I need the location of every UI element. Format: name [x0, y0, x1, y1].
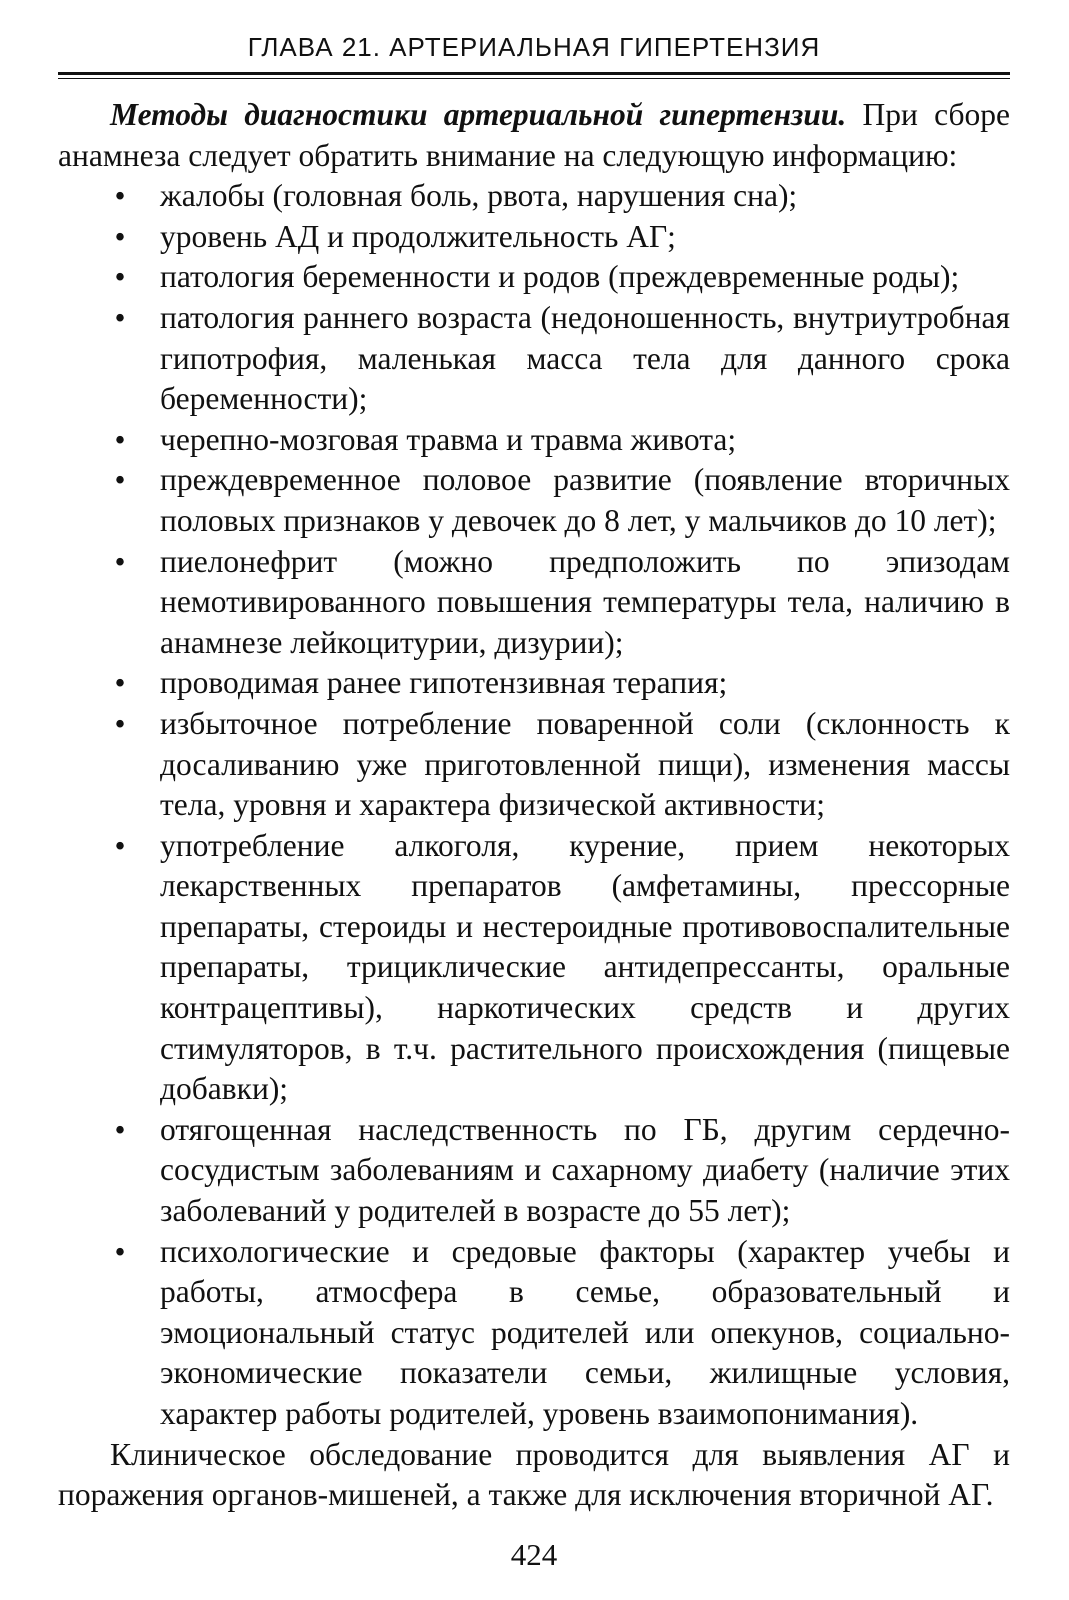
list-item-text: употребление алкоголя, курение, прием некоторых лекарственных препаратов (амфетамины, прессорные препараты, стероиды и нестероидные противовоспалительные препараты, трициклические антидепрессанты, оральные контрацептивы), наркотических средств и других стимуляторов, в т.ч. растительного происхождения (пищевые добавки);	[160, 827, 1010, 1107]
bullet-icon: •	[114, 543, 126, 579]
list-item	[58, 663, 1010, 704]
page-number: 424	[510, 1537, 558, 1572]
closing-paragraph: Клиническое обследование проводится для выявления АГ и поражения органов-мишеней, а также для исключения вторичной АГ.	[58, 1436, 1010, 1513]
list-item	[58, 1232, 1010, 1435]
bullet-icon: •	[114, 462, 126, 498]
intro-text: При сборе анамнеза следует обратить внимание на следующую информацию:	[58, 97, 1010, 173]
intro-paragraph	[58, 95, 1010, 176]
list-item-text: избыточное потребление поваренной соли (склонность к досаливанию уже приготовленной пищи), изменения массы тела, уровня и характера физической активности;	[160, 705, 1010, 823]
list-item-text: психологические и средовые факторы (характер учебы и работы, атмосфера в семье, образовательный и эмоциональный статус родителей или опекунов, социально-экономические показатели семьи, жилищные условия, характер работы родителей, уровень взаимопонимания).	[160, 1233, 1010, 1431]
bullet-icon: •	[114, 259, 126, 295]
bullet-icon: •	[114, 665, 126, 701]
book-page	[58, 30, 1010, 1580]
list-item-text: жалобы (головная боль, рвота, нарушения сна);	[160, 178, 798, 214]
bullet-icon: •	[114, 1111, 126, 1147]
bullet-icon: •	[114, 218, 126, 254]
bullet-icon: •	[114, 1233, 126, 1269]
list-item-text: отягощенная наследственность по ГБ, другим сердечно-сосудистым заболеваниям и сахарному диабету (наличие этих заболеваний у родителей в возрасте до 55 лет);	[160, 1111, 1010, 1229]
list-item	[58, 826, 1010, 1110]
bullet-icon: •	[114, 705, 126, 741]
section-lead-heading: Методы диагностики артериальной гипертензии.	[110, 97, 847, 132]
list-item	[58, 704, 1010, 826]
list-item-text: уровень АД и продолжительность АГ;	[160, 218, 676, 254]
list-item-text: черепно-мозговая травма и травма живота;	[160, 421, 737, 457]
bullet-icon: •	[114, 299, 126, 335]
list-item	[58, 1110, 1010, 1232]
list-item	[58, 298, 1010, 420]
list-item	[58, 217, 1010, 258]
bullet-icon: •	[114, 827, 126, 863]
list-item-text: проводимая ранее гипотензивная терапия;	[160, 665, 728, 701]
list-item-text: пиелонефрит (можно предположить по эпизодам немотивированного повышения температуры тела, наличию в анамнезе лейкоцитурии, дизурии);	[160, 543, 1010, 660]
header-rule-thin	[58, 78, 1010, 79]
list-item	[58, 257, 1010, 298]
header-rule-thick	[58, 72, 1010, 75]
list-item	[58, 460, 1010, 541]
bullet-icon: •	[114, 178, 126, 214]
list-item-text: патология беременности и родов (преждевременные роды);	[160, 259, 960, 295]
list-item-text: патология раннего возраста (недоношенность, внутриутробная гипотрофия, маленькая масса тела для данного срока беременности);	[160, 299, 1010, 417]
running-header: ГЛАВА 21. АРТЕРИАЛЬНАЯ ГИПЕРТЕНЗИЯ	[247, 32, 821, 62]
list-item	[58, 176, 1010, 217]
bullet-icon: •	[114, 421, 126, 457]
list-item-text: преждевременное половое развитие (появление вторичных половых признаков у девочек до 8 лет, у мальчиков до 10 лет);	[160, 462, 1010, 538]
anamnesis-list	[58, 176, 1010, 1434]
list-item	[58, 542, 1010, 664]
list-item	[58, 420, 1010, 461]
